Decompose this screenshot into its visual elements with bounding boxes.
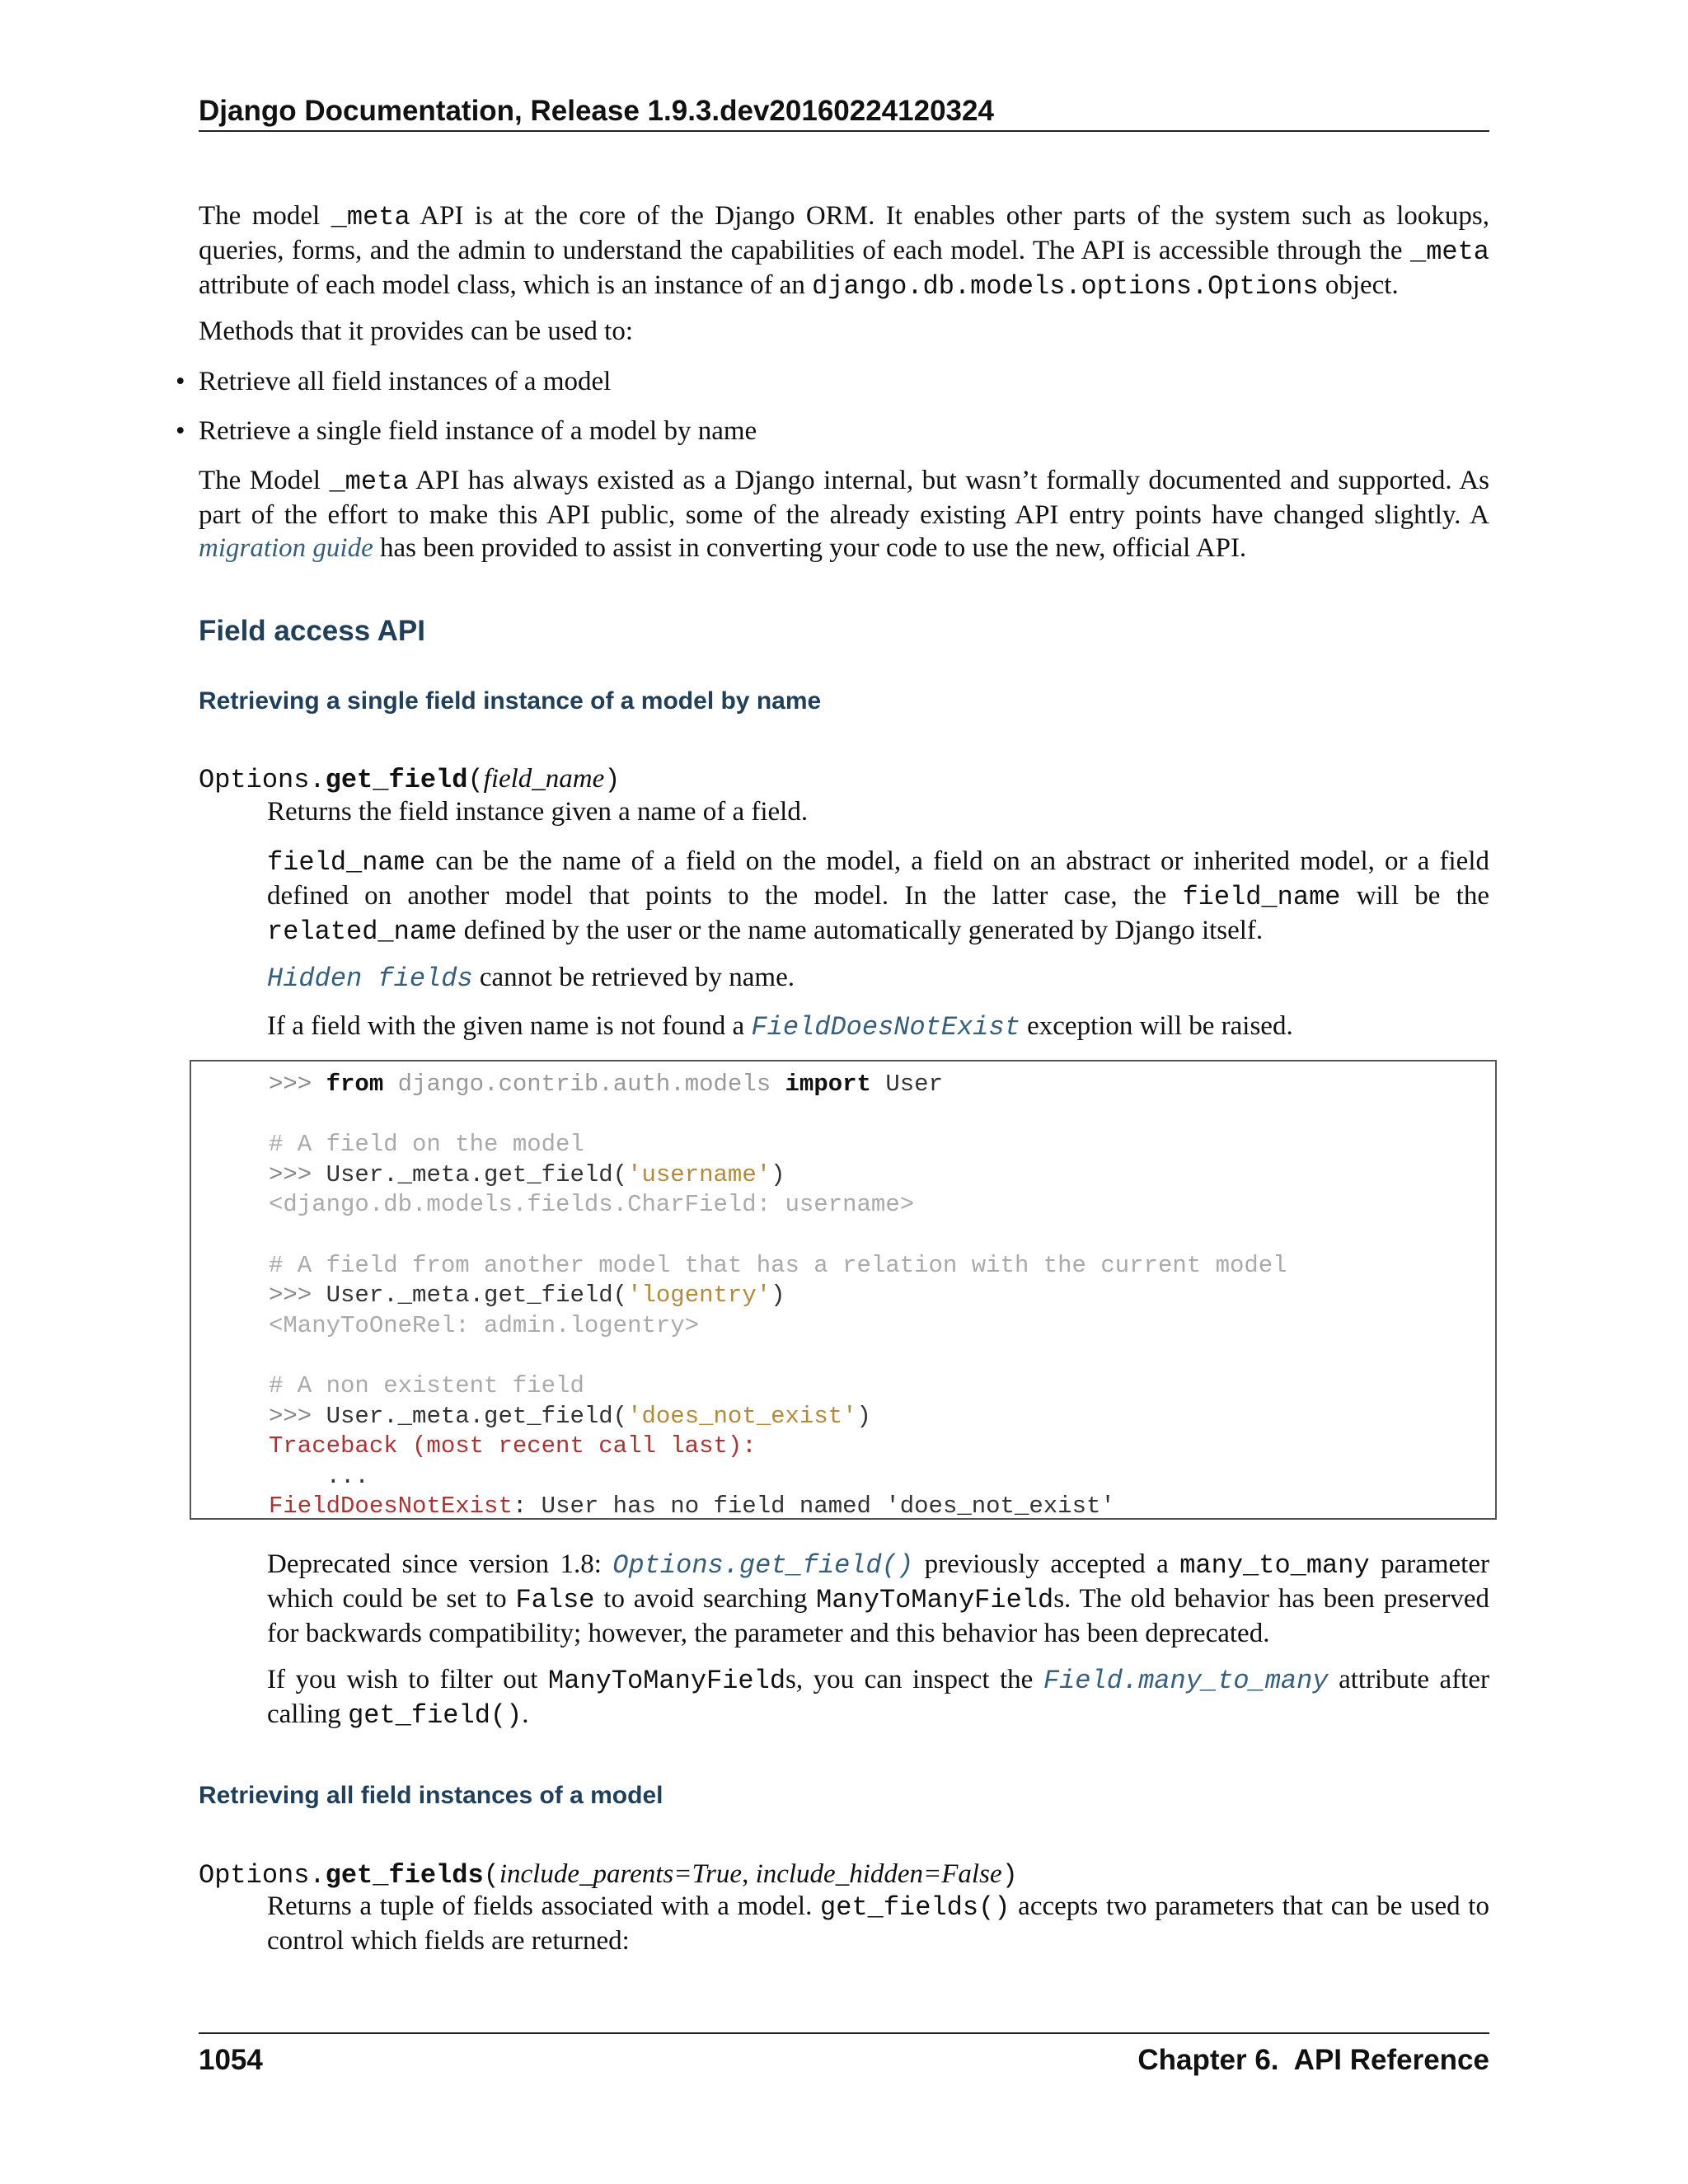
field-many-to-many-link[interactable]: Field.many_to_many [1043,1666,1329,1696]
get-field-desc-1: Returns the field instance given a name of a field. [267,797,809,827]
running-footer [199,2032,1489,2092]
field-does-not-exist-link[interactable]: FieldDoesNotExist [751,1012,1020,1043]
get-field-desc-4: If a field with the given name is not found a FieldDoesNotExist exception will be raised. [267,1011,1293,1043]
get-fields-signature: Options.get_fields(include_parents=True, include_hidden=False) [199,1859,1018,1891]
options-get-field-link[interactable]: Options.get_field() [612,1550,914,1581]
bullet-icon: • [176,416,185,446]
get-field-desc-3: Hidden fields cannot be retrieved by name. [267,963,795,994]
deprecation-note: Deprecated since version 1.8: Options.get_field() previously accepted a many_to_many parameter which could be set to False to avoid searching ManyToManyFields. The old behavior has been preserved for backwards compatibility; however, the parameter and this behavior has been deprecated. [267,1549,1489,1648]
get-fields-desc: Returns a tuple of fields associated with a model. get_fields() accepts two parameters that can be used to control which fields are returned: [267,1891,1489,1956]
header-title: Django Documentation, Release 1.9.3.dev20160224120324 [199,95,994,127]
migration-guide-link[interactable]: migration guide [199,533,373,563]
running-header [199,92,1489,132]
list-item: • Retrieve all field instances of a model [176,367,612,396]
method-bullet-list [130,365,1421,464]
chapter-title: Chapter 6. API Reference [1137,2044,1489,2076]
section-heading: Field access API [199,615,425,647]
hidden-fields-link[interactable]: Hidden fields [267,963,473,994]
list-item: • Retrieve a single field instance of a model by name [176,416,757,446]
intro-paragraph-1: The model _meta API is at the core of the Django ORM. It enables other parts of the system such as lookups, queries, forms, and the admin to understand the capabilities of each model. The API is accessible through the _meta attribute of each model class, which is an instance of an django.db.models.options.Options object. [199,201,1489,302]
intro-paragraph-3: The Model _meta API has always existed as a Django internal, but wasn’t formally documented and supported. As part of the effort to make this API public, some of the already existing API entry points have changed slightly. A migration guide has been provided to assist in converting your code to use the new, official API. [199,466,1489,563]
intro-paragraph-2: Methods that it provides can be used to: [199,316,633,346]
page-number: 1054 [199,2044,263,2076]
code-example-block: >>> from django.contrib.auth.models import User # A field on the model >>> User._meta.get_field('username') <django.db.models.fields.CharField: username> # A field from another model that has a relation with the current model >>> User._meta.get_field('logentry') <ManyToOneRel: admin.logentry> # A non existent field >>> User._meta.get_field('does_not_exist') Traceback (most recent call last): ... FieldDoesNotExist: User has no field named 'does_not_exist' [190,1060,1497,1520]
subsection-heading-get-field: Retrieving a single field instance of a model by name [199,687,822,715]
get-field-desc-2: field_name can be the name of a field on the model, a field on an abstract or inherited model, or a field defined on another model that points to the model. In the latter case, the field_name will be the related_name defined by the user or the name automatically generated by Django itself. [267,846,1489,947]
filter-note: If you wish to filter out ManyToManyFields, you can inspect the Field.many_to_many attribute after calling get_field(). [267,1665,1489,1731]
get-field-signature: Options.get_field(field_name) [199,764,621,795]
subsection-heading-get-fields: Retrieving all field instances of a model [199,1782,663,1809]
bullet-icon: • [176,367,185,396]
